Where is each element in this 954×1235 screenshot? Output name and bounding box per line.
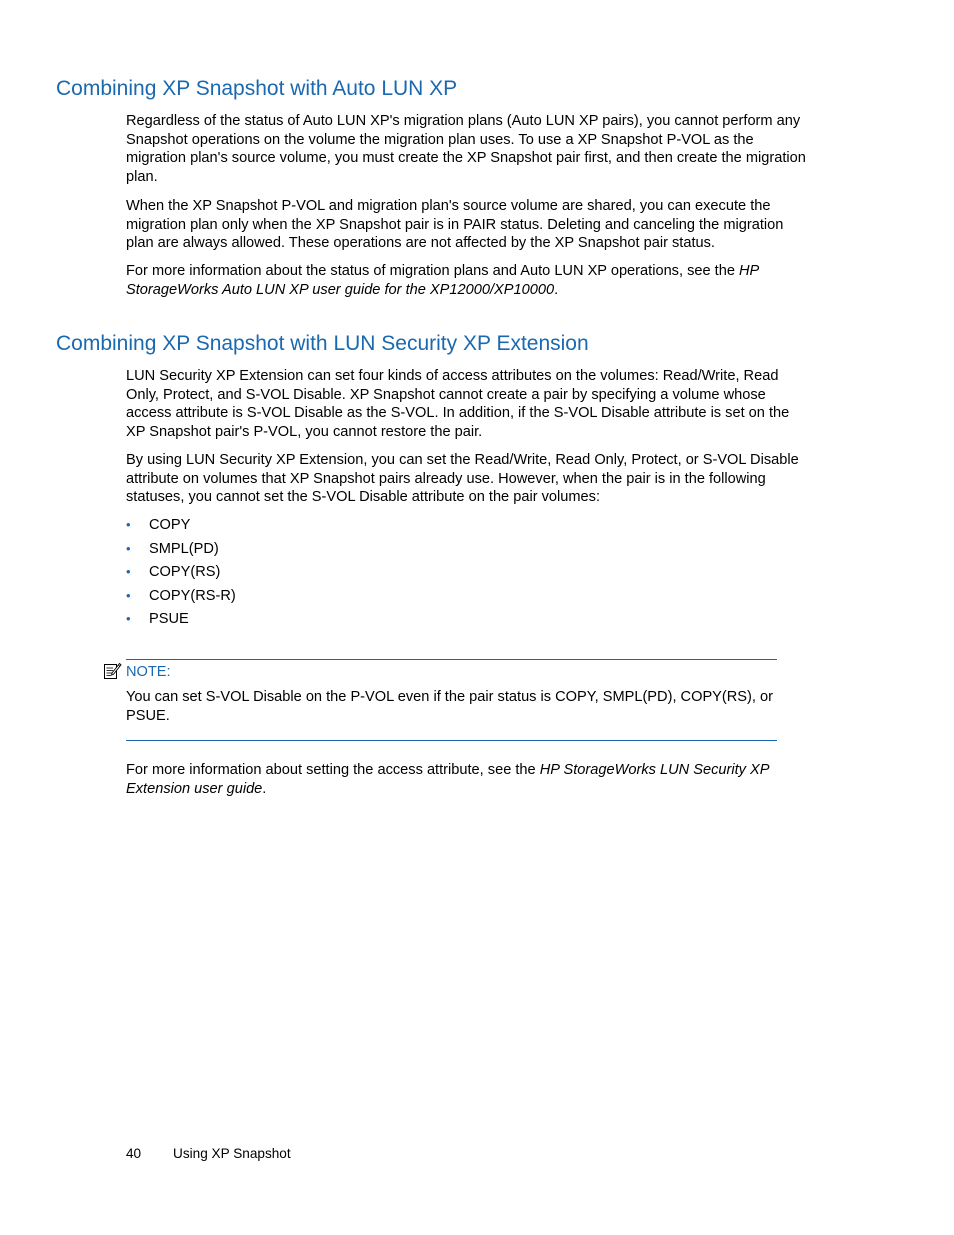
paragraph-lun-security-3 xyxy=(126,761,806,798)
list-item-label: COPY xyxy=(149,517,191,533)
paragraph-text: . xyxy=(554,281,559,298)
paragraph-lun-security-1: LUN Security XP Extension can set four kinds of access attributes on the volumes: Read/Write, Read Only, Protect, and S-VOL Disable. XP Snapshot cannot create a pair by specifying a volume whose access attribute is S-VOL Disable as the S-VOL. In addition, if the S-VOL Disable attribute is set on the XP Snapshot pair's P-VOL, you cannot restore the pair. xyxy=(126,368,790,441)
guide-reference: HP StorageWorks LUN Security XP Extension user guide xyxy=(126,762,769,797)
bullet-icon: • xyxy=(126,564,131,579)
paragraph-text: . xyxy=(262,780,267,797)
paragraph-text: For more information about setting the access attribute, see the xyxy=(126,762,540,778)
paragraph-auto-lun-2: When the XP Snapshot P-VOL and migration plan's source volume are shared, you can execute the migration plan only when the XP Snapshot pair is in PAIR status. Deleting and canceling the migration plan are always allowed. These operations are not affected by the XP Snapshot pair status. xyxy=(126,198,784,252)
note-bottom-divider xyxy=(126,740,777,741)
page-number: 40 xyxy=(126,1146,142,1161)
list-item-label: COPY(RS-R) xyxy=(149,587,236,604)
paragraph-text: For more information about the status of migration plans and Auto LUN XP operations, see the xyxy=(126,263,740,279)
list-item-label: PSUE xyxy=(149,611,189,627)
list-item xyxy=(126,516,236,540)
bullet-icon: • xyxy=(126,611,131,626)
note-top-divider xyxy=(126,659,777,660)
list-item xyxy=(126,587,236,611)
note-pencil-icon xyxy=(103,661,122,680)
section-heading-lun-security: Combining XP Snapshot with LUN Security XP Extension xyxy=(56,332,589,355)
list-item-label: COPY(RS) xyxy=(149,564,221,580)
list-item xyxy=(126,610,236,634)
note-label: NOTE: xyxy=(126,664,171,680)
list-item-label: SMPL(PD) xyxy=(149,540,219,557)
section-heading-auto-lun: Combining XP Snapshot with Auto LUN XP xyxy=(56,77,458,100)
guide-reference: HP StorageWorks Auto LUN XP user guide for the XP12000/XP10000 xyxy=(126,263,759,298)
footer-chapter-title: Using XP Snapshot xyxy=(173,1146,291,1161)
bullet-icon: • xyxy=(126,517,131,532)
list-item xyxy=(126,540,236,564)
pair-status-list xyxy=(126,516,236,634)
list-item xyxy=(126,563,236,587)
paragraph-auto-lun-1: Regardless of the status of Auto LUN XP's migration plans (Auto LUN XP pairs), you cannot perform any Snapshot operations on the volume the migration plan uses. To use a XP Snapshot P-VOL as the migration plan's source volume, you must create the XP Snapshot pair first, and then create the migration plan. xyxy=(126,113,806,186)
bullet-icon: • xyxy=(126,540,131,556)
bullet-icon: • xyxy=(126,587,131,603)
note-body: You can set S-VOL Disable on the P-VOL even if the pair status is COPY, SMPL(PD), COPY(RS), or PSUE. xyxy=(126,689,773,724)
paragraph-lun-security-2: By using LUN Security XP Extension, you can set the Read/Write, Read Only, Protect, or S-VOL Disable attribute on volumes that XP Snapshot pairs already use. However, when the pair is in the following statuses, you cannot set the S-VOL Disable attribute on the pair volumes: xyxy=(126,452,799,506)
paragraph-auto-lun-3 xyxy=(126,262,806,299)
